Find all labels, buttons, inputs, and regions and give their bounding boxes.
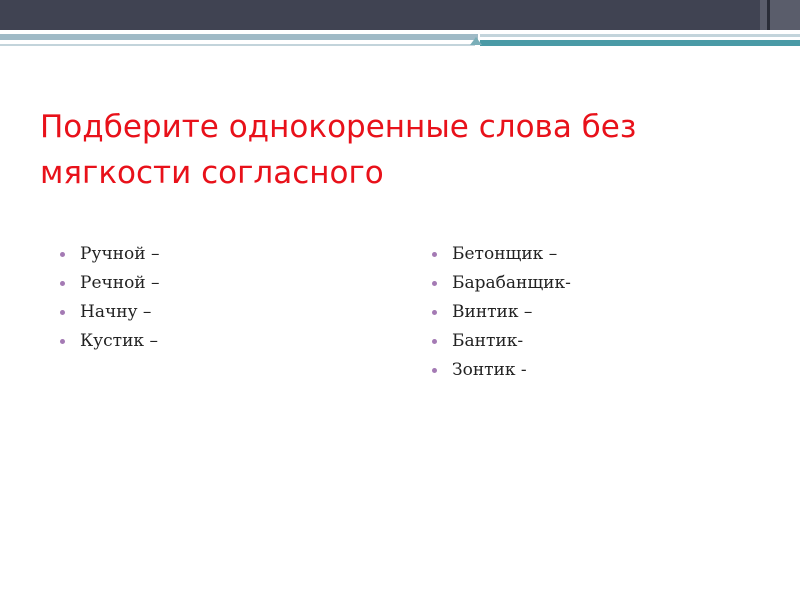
list-item-text: Начну – <box>80 302 152 322</box>
list-item <box>60 327 380 356</box>
bullet-icon <box>432 368 437 373</box>
bullet-icon <box>432 281 437 286</box>
top-banner <box>0 0 800 30</box>
top-banner-divider <box>767 0 770 30</box>
bullet-icon <box>60 281 65 286</box>
slide-title: Подберите однокоренные слова без мягкости согласного <box>40 109 637 191</box>
list-item <box>432 298 772 327</box>
list-item-text: Бантик- <box>452 331 524 351</box>
list-item-text: Кустик – <box>80 331 158 351</box>
accent-stripe-left-thin <box>0 44 475 46</box>
list-item <box>432 269 772 298</box>
list-item <box>60 298 380 327</box>
list-item <box>432 327 772 356</box>
bullet-icon <box>432 310 437 315</box>
bullet-icon <box>432 252 437 257</box>
list-item-text: Речной – <box>80 273 160 293</box>
word-list-right <box>432 240 772 385</box>
bullet-icon <box>60 252 65 257</box>
word-list-left <box>60 240 380 356</box>
accent-stripe-left-thick <box>0 34 478 40</box>
list-item-text: Бетонщик – <box>452 244 558 264</box>
accent-stripe-right-thin <box>480 34 800 37</box>
accent-stripe-right-thick <box>480 40 800 46</box>
list-item-text: Барабанщик- <box>452 273 571 293</box>
list-item-text: Зонтик - <box>452 360 527 380</box>
list-item-text: Ручной – <box>80 244 160 264</box>
top-banner-corner <box>760 0 800 30</box>
accent-triangle-icon <box>470 37 482 45</box>
list-item-text: Винтик – <box>452 302 533 322</box>
bullet-icon <box>60 339 65 344</box>
bullet-icon <box>60 310 65 315</box>
list-item <box>432 240 772 269</box>
bullet-icon <box>432 339 437 344</box>
list-item <box>60 240 380 269</box>
list-item <box>432 356 772 385</box>
list-item <box>60 269 380 298</box>
